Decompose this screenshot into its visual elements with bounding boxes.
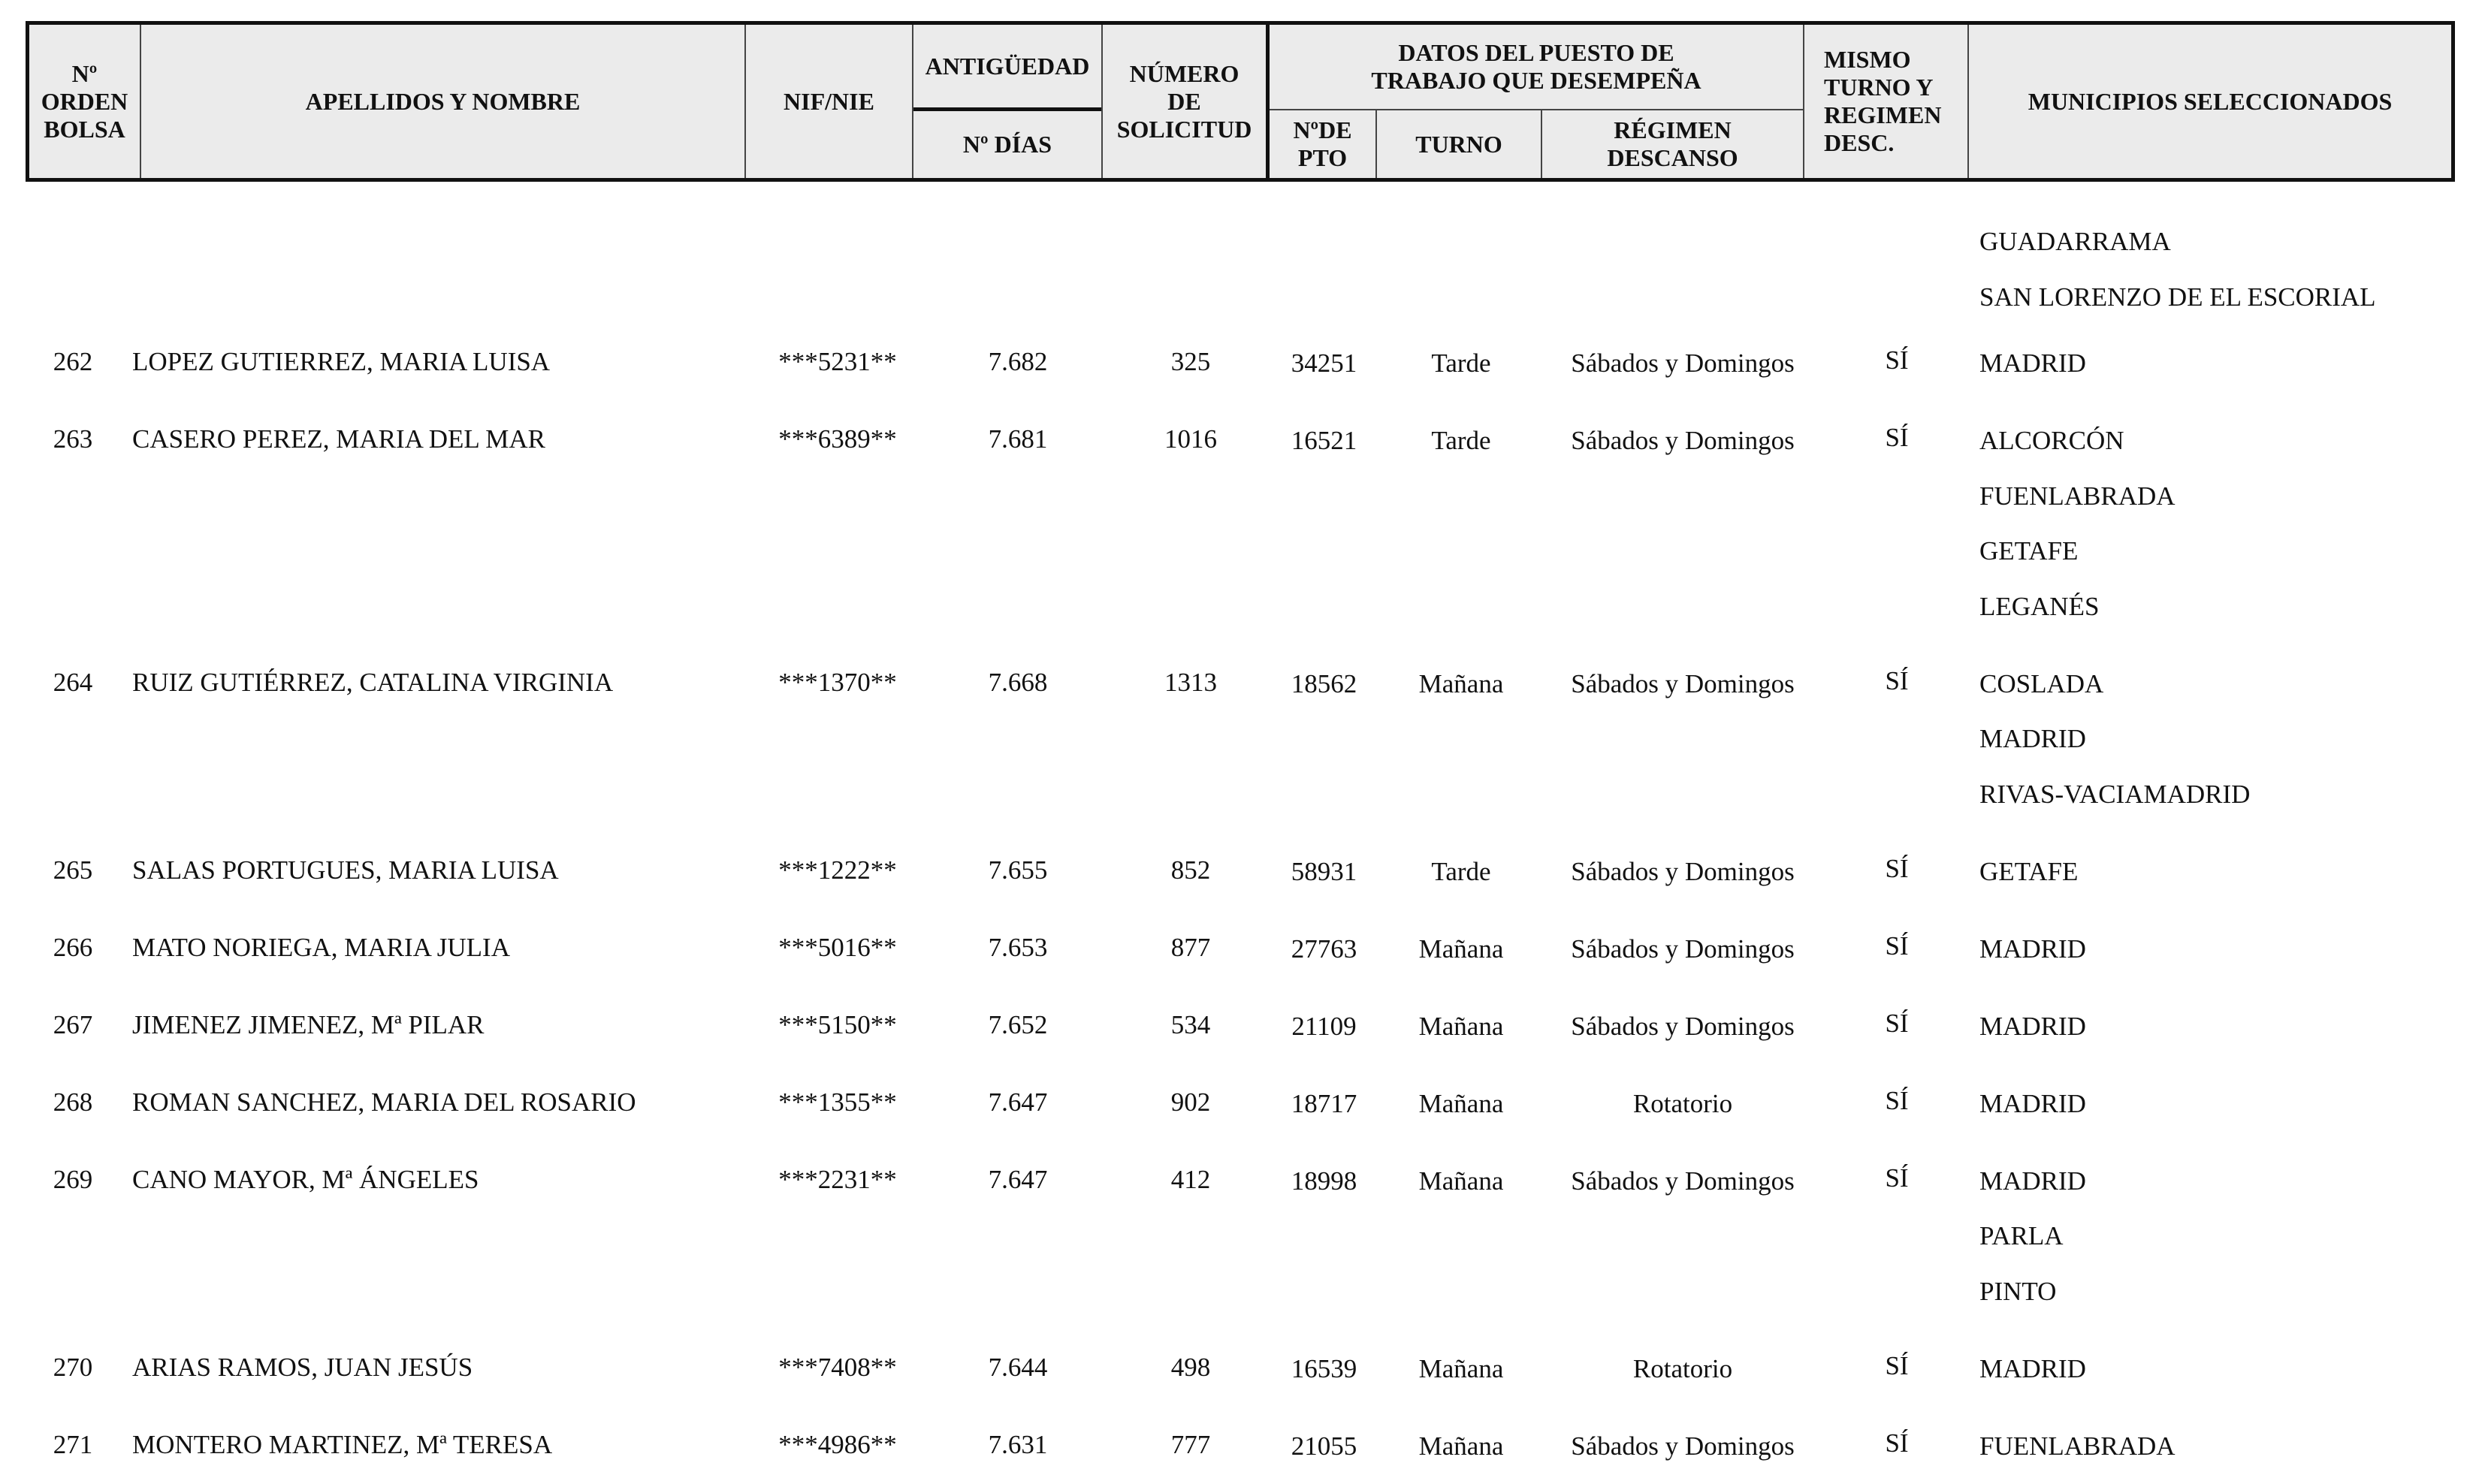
row-number: 264: [53, 667, 93, 697]
municipio-item: MADRID: [1979, 1088, 2086, 1118]
row-mismo: SÍ: [1885, 931, 1909, 961]
row-name: SALAS PORTUGUES, MARIA LUISA: [132, 855, 559, 885]
row-nif: ***4986**: [778, 1429, 897, 1459]
header-apellidos-nombre: APELLIDOS Y NOMBRE: [305, 87, 581, 115]
row-regimen: Sábados y Domingos: [1571, 856, 1795, 886]
row-nif: ***1355**: [778, 1087, 897, 1117]
row-nif: ***7408**: [778, 1352, 897, 1382]
row-turno: Mañana: [1418, 668, 1504, 698]
row-days: 7.668: [988, 667, 1048, 697]
row-nif: ***2231**: [778, 1164, 897, 1194]
row-days: 7.647: [988, 1164, 1048, 1194]
municipio-item: MADRID: [1979, 1166, 2086, 1196]
header-orden-bolsa: Nº ORDEN BOLSA: [41, 59, 128, 143]
row-name: LOPEZ GUTIERREZ, MARIA LUISA: [132, 347, 551, 376]
row-days: 7.652: [988, 1009, 1048, 1039]
row-name: CANO MAYOR, Mª ÁNGELES: [132, 1164, 479, 1194]
row-turno: Mañana: [1418, 1166, 1504, 1196]
municipio-item: PINTO: [1979, 1276, 2057, 1306]
municipio-item: MADRID: [1979, 1353, 2086, 1383]
header-mismo-turno: MISMO TURNO Y REGIMEN DESC.: [1824, 46, 1942, 156]
header-antiguedad: ANTIGÜEDAD: [925, 52, 1090, 80]
row-solicitud: 852: [1170, 855, 1211, 885]
row-number: 271: [53, 1429, 93, 1459]
row-name: MATO NORIEGA, MARIA JULIA: [132, 932, 510, 962]
row-number: 268: [53, 1087, 93, 1117]
row-days: 7.681: [988, 424, 1048, 454]
row-turno: Tarde: [1431, 348, 1491, 378]
row-turno: Mañana: [1418, 934, 1504, 964]
row-solicitud: 325: [1170, 347, 1211, 376]
row-solicitud: 1313: [1164, 667, 1217, 697]
row-number: 270: [53, 1352, 93, 1382]
header-turno: TURNO: [1415, 130, 1502, 158]
row-name: JIMENEZ JIMENEZ, Mª PILAR: [132, 1009, 485, 1039]
row-days: 7.655: [988, 855, 1048, 885]
row-turno: Mañana: [1418, 1353, 1504, 1383]
row-name: ARIAS RAMOS, JUAN JESÚS: [132, 1352, 473, 1382]
row-number: 265: [53, 855, 93, 885]
row-days: 7.631: [988, 1429, 1048, 1459]
header-numero-solicitud: NÚMERO DE SOLICITUD: [1116, 59, 1252, 143]
row-regimen: Sábados y Domingos: [1571, 1011, 1795, 1041]
municipio-item: FUENLABRADA: [1979, 1431, 2176, 1461]
row-num-pto: 18717: [1291, 1088, 1357, 1118]
row-regimen: Sábados y Domingos: [1571, 668, 1795, 698]
municipio-item: PARLA: [1979, 1221, 2064, 1250]
row-name: RUIZ GUTIÉRREZ, CATALINA VIRGINIA: [132, 667, 614, 697]
row-solicitud: 1016: [1164, 424, 1217, 454]
municipio-item: FUENLABRADA: [1979, 481, 2176, 511]
row-mismo: SÍ: [1885, 1428, 1909, 1458]
row-nif: ***5150**: [778, 1009, 897, 1039]
row-num-pto: 18562: [1291, 668, 1357, 698]
row-num-pto: 16539: [1291, 1353, 1357, 1383]
municipio-item: LEGANÉS: [1979, 591, 2100, 621]
row-mismo: SÍ: [1885, 1085, 1909, 1115]
row-days: 7.682: [988, 347, 1048, 376]
row-turno: Mañana: [1418, 1431, 1504, 1461]
municipio-item: COSLADA: [1979, 668, 2104, 698]
row-solicitud: 877: [1170, 932, 1211, 962]
row-number: 262: [53, 347, 93, 376]
row-solicitud: 534: [1170, 1009, 1211, 1039]
row-turno: Mañana: [1418, 1011, 1504, 1041]
row-nif: ***5231**: [778, 347, 897, 376]
row-num-pto: 21109: [1291, 1011, 1357, 1041]
municipio-item: GETAFE: [1979, 856, 2079, 886]
row-mismo: SÍ: [1885, 853, 1909, 883]
header-regimen-descanso: RÉGIMEN DESCANSO: [1607, 116, 1738, 171]
row-solicitud: 412: [1170, 1164, 1211, 1194]
row-nif: ***6389**: [778, 424, 897, 454]
row-solicitud: 498: [1170, 1352, 1211, 1382]
municipio-item: RIVAS-VACIAMADRID: [1979, 779, 2251, 809]
row-mismo: SÍ: [1885, 345, 1909, 375]
row-turno: Tarde: [1431, 856, 1491, 886]
row-regimen: Sábados y Domingos: [1571, 348, 1795, 378]
municipio-item: GUADARRAMA: [1979, 227, 2171, 256]
row-turno: Tarde: [1431, 426, 1491, 455]
row-name: ROMAN SANCHEZ, MARIA DEL ROSARIO: [132, 1087, 636, 1117]
header-num-pto: NºDE PTO: [1293, 116, 1352, 171]
row-days: 7.647: [988, 1087, 1048, 1117]
municipio-item: MADRID: [1979, 724, 2086, 753]
row-turno: Mañana: [1418, 1088, 1504, 1118]
row-regimen: Rotatorio: [1632, 1353, 1733, 1383]
row-solicitud: 902: [1170, 1087, 1211, 1117]
header-nif: NIF/NIE: [784, 87, 874, 115]
municipio-item: MADRID: [1979, 348, 2086, 378]
row-name: CASERO PEREZ, MARIA DEL MAR: [132, 424, 546, 454]
municipio-item: ALCORCÓN: [1979, 426, 2124, 455]
row-nif: ***5016**: [778, 932, 897, 962]
row-nif: ***1222**: [778, 855, 897, 885]
row-days: 7.653: [988, 932, 1048, 962]
row-number: 266: [53, 932, 93, 962]
row-regimen: Sábados y Domingos: [1571, 1431, 1795, 1461]
row-regimen: Sábados y Domingos: [1571, 934, 1795, 964]
row-num-pto: 16521: [1291, 426, 1357, 455]
table-header: [26, 21, 2455, 182]
row-days: 7.644: [988, 1352, 1048, 1382]
municipio-item: SAN LORENZO DE EL ESCORIAL: [1979, 282, 2376, 312]
municipio-item: MADRID: [1979, 934, 2086, 964]
row-solicitud: 777: [1170, 1429, 1211, 1459]
row-regimen: Sábados y Domingos: [1571, 426, 1795, 455]
row-regimen: Rotatorio: [1632, 1088, 1733, 1118]
row-num-pto: 18998: [1291, 1166, 1357, 1196]
row-mismo: SÍ: [1885, 1008, 1909, 1038]
header-municipios: MUNICIPIOS SELECCIONADOS: [2028, 87, 2393, 115]
row-number: 269: [53, 1164, 93, 1194]
row-mismo: SÍ: [1885, 665, 1909, 695]
row-mismo: SÍ: [1885, 1350, 1909, 1380]
row-name: MONTERO MARTINEZ, Mª TERESA: [132, 1429, 553, 1459]
row-number: 263: [53, 424, 93, 454]
header-num-dias: Nº DÍAS: [962, 131, 1052, 158]
row-regimen: Sábados y Domingos: [1571, 1166, 1795, 1196]
row-mismo: SÍ: [1885, 423, 1909, 452]
row-mismo: SÍ: [1885, 1163, 1909, 1193]
row-nif: ***1370**: [778, 667, 897, 697]
municipio-item: MADRID: [1979, 1011, 2086, 1041]
municipio-item: GETAFE: [1979, 536, 2079, 566]
row-num-pto: 27763: [1291, 934, 1357, 964]
row-number: 267: [53, 1009, 93, 1039]
row-num-pto: 34251: [1291, 348, 1357, 378]
header-datos-puesto: DATOS DEL PUESTO DE TRABAJO QUE DESEMPEÑA: [1371, 39, 1701, 94]
row-num-pto: 58931: [1291, 856, 1357, 886]
row-num-pto: 21055: [1291, 1431, 1357, 1461]
